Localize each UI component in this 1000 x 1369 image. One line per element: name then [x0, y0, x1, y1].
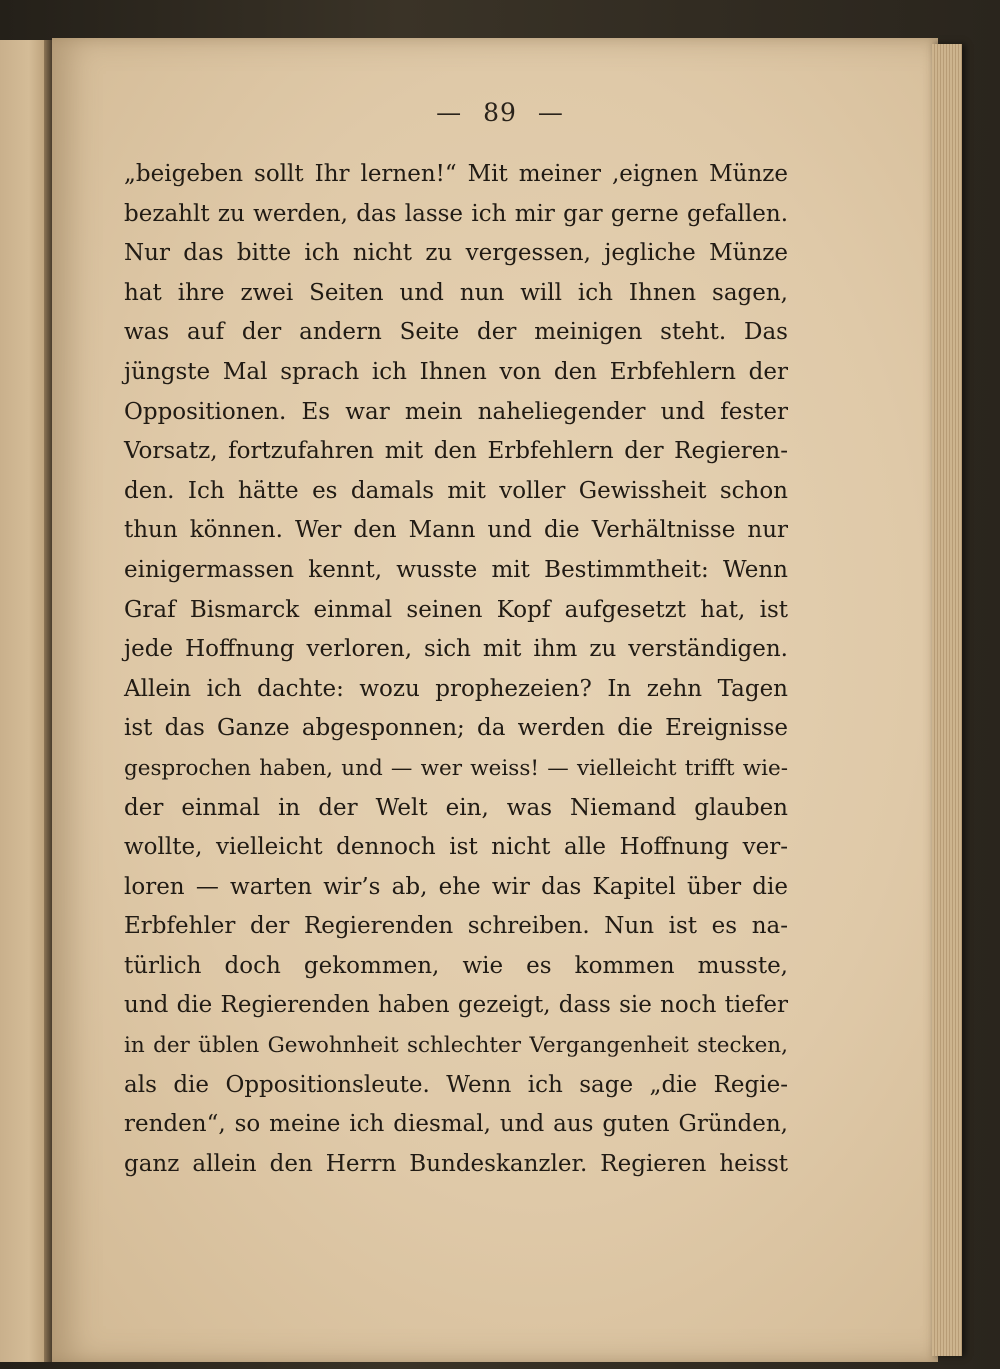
text-line: der einmal in der Welt ein, was Niemand glauben [124, 794, 788, 821]
text-line: Oppositionen. Es war mein naheliegender und fester [124, 398, 788, 425]
text-line: „beigeben sollt Ihr lernen!“ Mit meiner ‚eignen Münze [124, 161, 788, 187]
text-line: jüngste Mal sprach ich Ihnen von den Erbfehlern der [124, 358, 788, 385]
text-line: wollte, vielleicht dennoch ist nicht alle Hoffnung ver- [124, 834, 788, 861]
page-number: 89 [483, 98, 517, 127]
text-line: ganz allein den Herrn Bundeskanzler. Regieren heisst [124, 1150, 788, 1177]
text-line: renden“, so meine ich diesmal, und aus guten Gründen, [124, 1111, 788, 1138]
text-line: jede Hoffnung verloren, sich mit ihm zu verständigen. [124, 636, 788, 663]
text-line: gesprochen haben, und — wer weiss! — vielleicht trifft wie- [124, 755, 788, 781]
text-line: als die Oppositionsleute. Wenn ich sage „die Regie- [124, 1071, 788, 1098]
text-line: türlich doch gekommen, wie es kommen musste, [124, 952, 788, 979]
text-line: Graf Bismarck einmal seinen Kopf aufgesetzt hat, ist [124, 596, 788, 623]
text-line: Allein ich dachte: wozu prophezeien? In zehn Tagen [124, 675, 788, 702]
text-line: Nur das bitte ich nicht zu vergessen, jegliche Münze [124, 240, 788, 267]
text-line: einigermassen kennt, wusste mit Bestimmtheit: Wenn [124, 556, 788, 583]
text-line: thun können. Wer den Mann und die Verhältnisse nur [124, 517, 788, 544]
previous-page-edge [0, 40, 48, 1362]
stacked-page-edges [932, 44, 962, 1356]
text-line: Erbfehler der Regierenden schreiben. Nun ist es na- [124, 913, 788, 940]
text-line: hat ihre zwei Seiten und nun will ich Ihnen sagen, [124, 279, 788, 306]
text-line: loren — warten wir’s ab, ehe wir das Kapitel über die [124, 873, 788, 900]
header-dash-right: — [537, 98, 564, 127]
text-line: was auf der andern Seite der meinigen steht. Das [124, 319, 788, 346]
book-gutter [44, 40, 52, 1362]
text-line: ist das Ganze abgesponnen; da werden die Ereignisse [124, 715, 788, 742]
page-header [0, 98, 1000, 127]
text-line: bezahlt zu werden, das lasse ich mir gar gerne gefallen. [124, 200, 788, 227]
text-line: den. Ich hätte es damals mit voller Gewissheit schon [124, 477, 788, 504]
text-line: Vorsatz, fortzufahren mit den Erbfehlern der Regieren- [124, 438, 788, 465]
text-line: in der üblen Gewohnheit schlechter Vergangenheit stecken, [124, 1033, 788, 1059]
body-text [124, 155, 788, 1184]
text-line: und die Regierenden haben gezeigt, dass sie noch tiefer [124, 992, 788, 1019]
header-dash-left: — [436, 98, 463, 127]
